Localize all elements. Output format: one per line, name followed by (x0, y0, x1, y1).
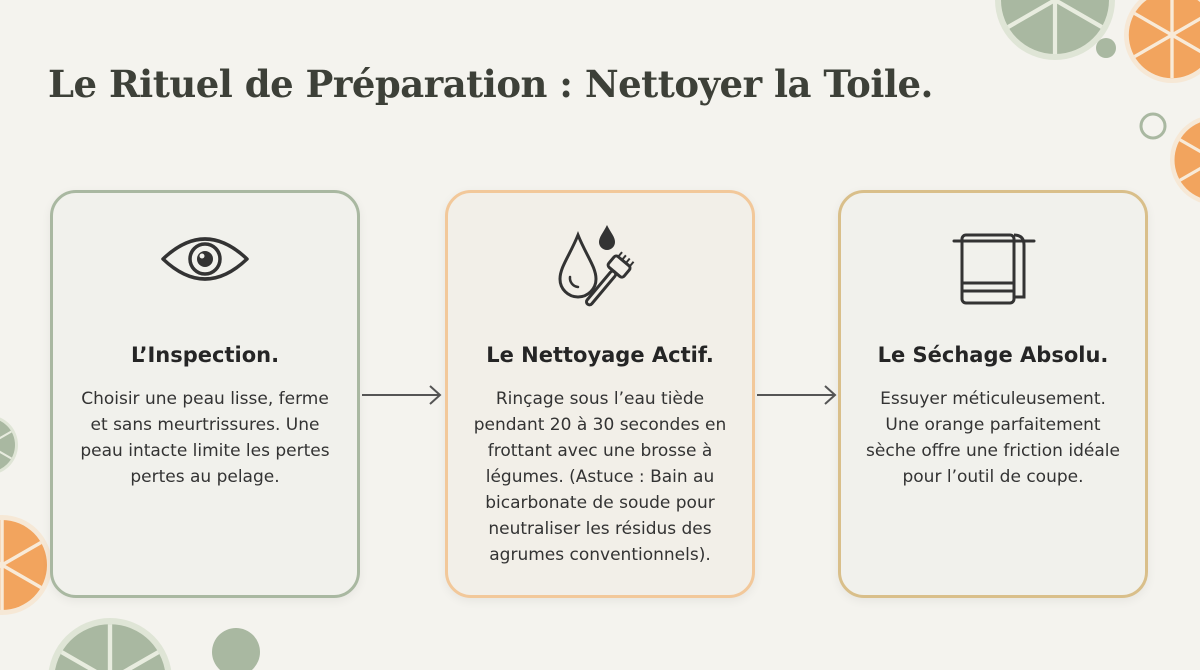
page-title: Le Rituel de Préparation : Nettoyer la Toile. (48, 62, 933, 106)
step-title: L’Inspection. (130, 343, 280, 367)
towel-icon (948, 227, 1038, 311)
arrow-right-icon (360, 383, 444, 407)
eye-icon (155, 229, 255, 289)
step-title: Le Nettoyage Actif. (486, 343, 714, 367)
step-title: Le Séchage Absolu. (877, 343, 1109, 367)
step-card-inspection (50, 190, 360, 598)
water-drops-brush-icon (550, 223, 650, 318)
arrow-right-icon (755, 383, 839, 407)
step-description: Rinçage sous l’eau tiède pendant 20 à 30 secondes en frottant avec une brosse à légumes. (Astuce : Bain au bicarbonate de soude pour neutraliser les résidus des agrumes conventionnels). (473, 389, 727, 565)
step-card-drying (838, 190, 1148, 598)
step-description: Essuyer méticuleusement. Une orange parfaitement sèche offre une friction idéale pour l’outil de coupe. (866, 389, 1120, 487)
step-card-cleaning (445, 190, 755, 598)
step-description: Choisir une peau lisse, ferme et sans meurtrissures. Une peau intacte limite les pertes pertes au pelage. (80, 389, 330, 487)
